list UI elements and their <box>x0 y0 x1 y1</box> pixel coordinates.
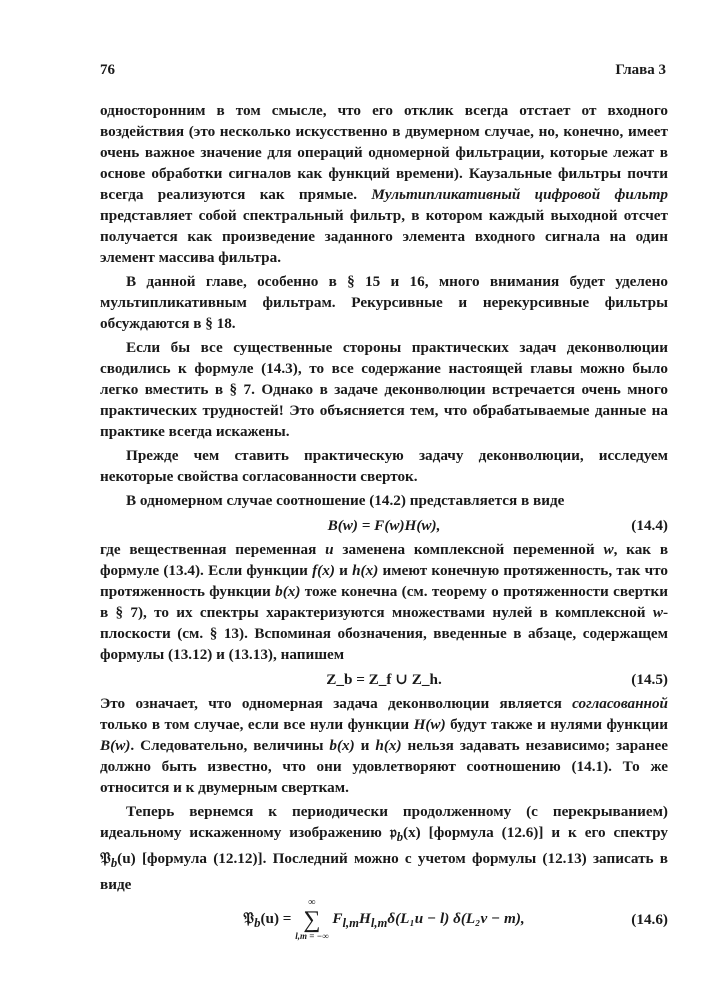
equation-formula: 𝔓$_b$(u) = ∞ ∑ l,m = −∞ $F_{l,m}H_{l,m}\delta(L_1u - l) \delta(L_2v - m)$, <box>243 896 525 941</box>
equation-number: (14.6) <box>631 910 668 928</box>
body-text <box>100 100 668 943</box>
equation-14-6 <box>100 895 668 943</box>
paragraph: Прежде чем ставить практическую задачу деконволюции, исследуем некоторые свойства согласованности сверток. <box>100 447 668 485</box>
equation-14-4 <box>100 511 668 539</box>
page-number: 76 <box>100 62 115 78</box>
paragraph: где вещественная переменная u заменена комплексной переменной w, как в формуле (13.4). Если функции f(x) и h(x) имеют конечную протяженность, так что протяженность функции b(x) тоже конечна (см. теорему о протяженности свертки в § 7), то их спектры характеризуются множествами нулей в комплексной w-плоскости (см. § 13). Вспоминая обозначения, введенные в абзаце, содержащем формулы (13.12) и (13.13), напишем <box>100 541 669 663</box>
summation-sign: ∞ ∑ l,m = −∞ <box>295 896 329 941</box>
equation-number: (14.5) <box>631 670 668 688</box>
paragraph: В данной главе, особенно в § 15 и 16, много внимания будет уделено мультипликативным фильтрам. Рекурсивные и нерекурсивные фильтры обсуждаются в § 18. <box>100 273 668 332</box>
paragraph: В одномерном случае соотношение (14.2) представляется в виде <box>126 492 565 509</box>
equation-number: (14.4) <box>631 516 668 534</box>
running-header <box>100 62 666 79</box>
paragraph: Теперь вернемся к периодически продолженному (с перекрыванием) идеальному искаженному изображению 𝔭$_b$(x) [формула (12.6)] и к его спектру 𝔓$_b$(u) [формула (12.12)]. Последний можно с учетом формулы (12.13) записать в виде <box>100 803 668 894</box>
chapter-title: Глава 3 <box>615 62 666 78</box>
paragraph: Это означает, что одномерная задача деконволюции является согласованной только в том случае, если все нули функции H(w) будут также и нулями функции B(w). Следовательно, величины b(x) и h(x) нельзя задавать независимо; заранее должно быть известно, что они удовлетворяют соотношению (14.1). То же относится и к двумерным сверткам. <box>100 695 668 796</box>
equation-14-5 <box>100 665 668 693</box>
equation-formula: B(w) = F(w)H(w), <box>327 516 441 534</box>
paragraph: Если бы все существенные стороны практических задач деконволюции сводились к формуле (14.3), то все содержание настоящей главы можно было легко вместить в § 7. Однако в задаче деконволюции встречается очень много практических трудностей! Это объясняется тем, что обрабатываемые данные на практике всегда искажены. <box>100 339 668 440</box>
paragraph: односторонним в том смысле, что его отклик всегда отстает от входного воздействия (это несколько искусственно в двумерном случае, но, конечно, имеет очень важное значение для операций одномерной фильтрации, которые лежат в основе обработки сигналов как функций времени). Каузальные фильтры почти всегда реализуются как прямые. Мультипликативный цифровой фильтр представляет собой спектральный фильтр, в котором каждый выходной отсчет получается как произведение заданного элемента входного сигнала на один элемент массива фильтра. <box>100 102 668 266</box>
equation-formula: Z_b = Z_f ∪ Z_h. <box>326 670 442 688</box>
